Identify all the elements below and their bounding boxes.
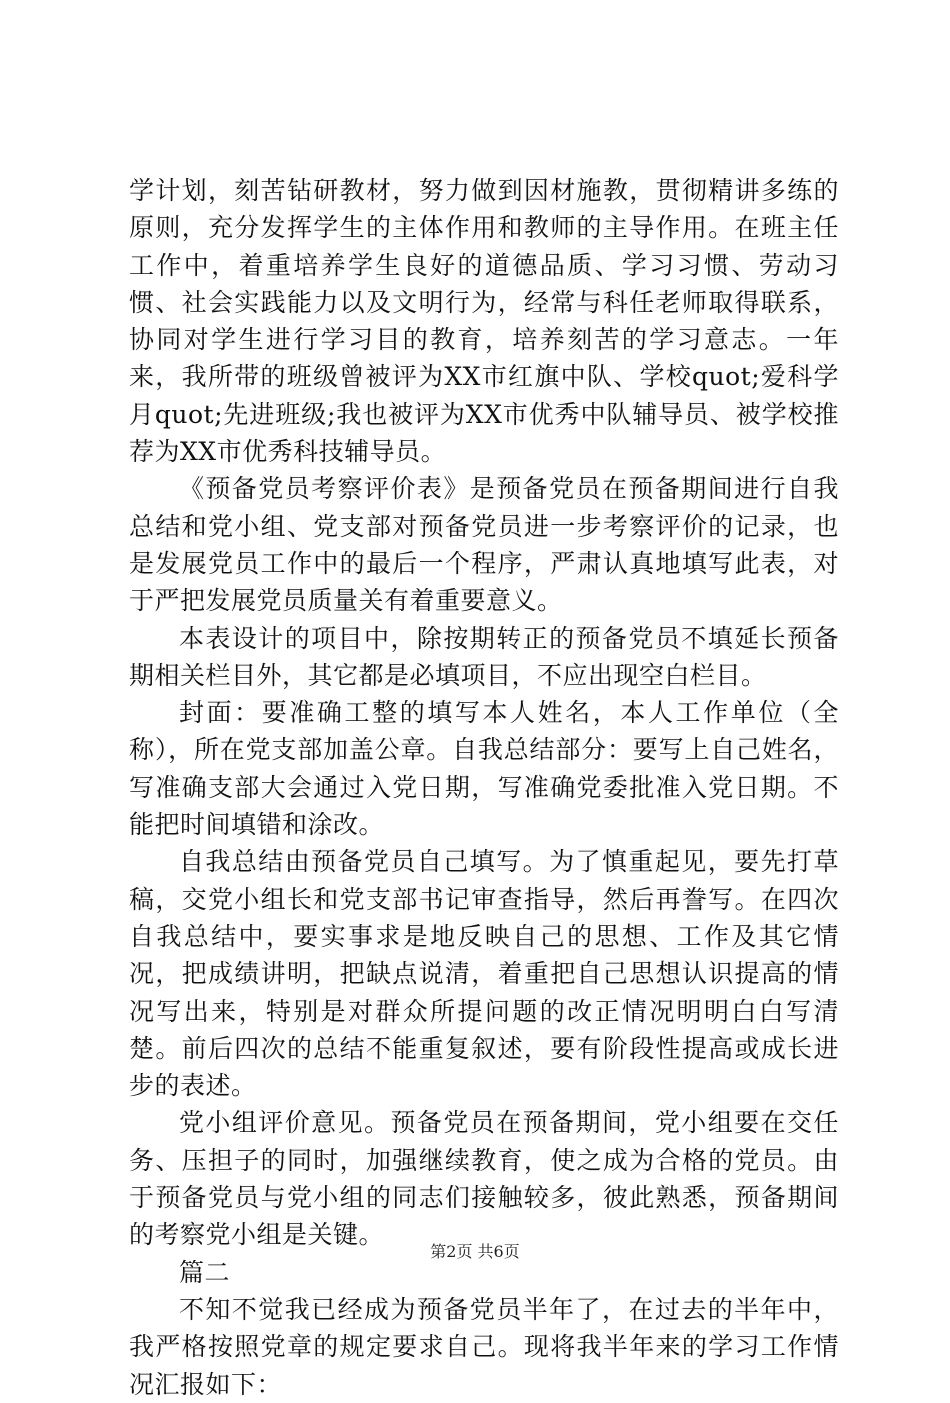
- paragraph-self-summary: 自我总结由预备党员自己填写。为了慎重起见，要先打草稿，交党小组长和党支部书记审查指导，然后再誊写。在四次自我总结中，要实事求是地反映自己的思想、工作及其它情况，把成绩讲明，把缺点说清，着重把自己思想认识提高的情况写出来，特别是对群众所提问题的改正情况明明白白写清楚。前后四次的总结不能重复叙述，要有阶段性提高或成长进步的表述。: [129, 847, 839, 1101]
- paragraph-evaluation-form-intro: 《预备党员考察评价表》是预备党员在预备期间进行自我总结和党小组、党支部对预备党员进一步考察评价的记录，也是发展党员工作中的最后一个程序，严肃认真地填写此表，对于严把发展党员质量关有着重要意义。: [129, 474, 839, 616]
- paragraph-form-items: 本表设计的项目中，除按期转正的预备党员不填延长预备期相关栏目外，其它都是必填项目，不应出现空白栏目。: [129, 623, 839, 690]
- paragraph-group-evaluation: 党小组评价意见。预备党员在预备期间，党小组要在交任务、压担子的同时，加强继续教育，使之成为合格的党员。由于预备党员与党小组的同志们接触较多，彼此熟悉，预备期间的考察党小组是关键。: [129, 1108, 839, 1250]
- page-number-footer: 第2页 共6页: [430, 1242, 520, 1261]
- document-body: [129, 172, 839, 1403]
- paragraph-half-year-report: 不知不觉我已经成为预备党员半年了，在过去的半年中，我严格按照党章的规定要求自己。现将我半年来的学习工作情况汇报如下：: [129, 1294, 839, 1399]
- paragraph-teaching-summary: 学计划，刻苦钻研教材，努力做到因材施教，贯彻精讲多练的原则，充分发挥学生的主体作用和教师的主导作用。在班主任工作中，着重培养学生良好的道德品质、学习习惯、劳动习惯、社会实践能力以及文明行为，经常与科任老师取得联系，协同对学生进行学习目的教育，培养刻苦的学习意志。一年来，我所带的班级曾被评为XX市红旗中队、学校quot;爱科学月quot;先进班级;我也被评为XX市优秀中队辅导员、被学校推荐为XX市优秀科技辅导员。: [129, 176, 839, 467]
- paragraph-cover-instructions: 封面：要准确工整的填写本人姓名，本人工作单位（全称），所在党支部加盖公章。自我总结部分：要写上自己姓名，写准确支部大会通过入党日期，写准确党委批准入党日期。不能把时间填错和涂改。: [129, 698, 839, 840]
- section-heading-part-two: 篇二: [179, 1257, 231, 1287]
